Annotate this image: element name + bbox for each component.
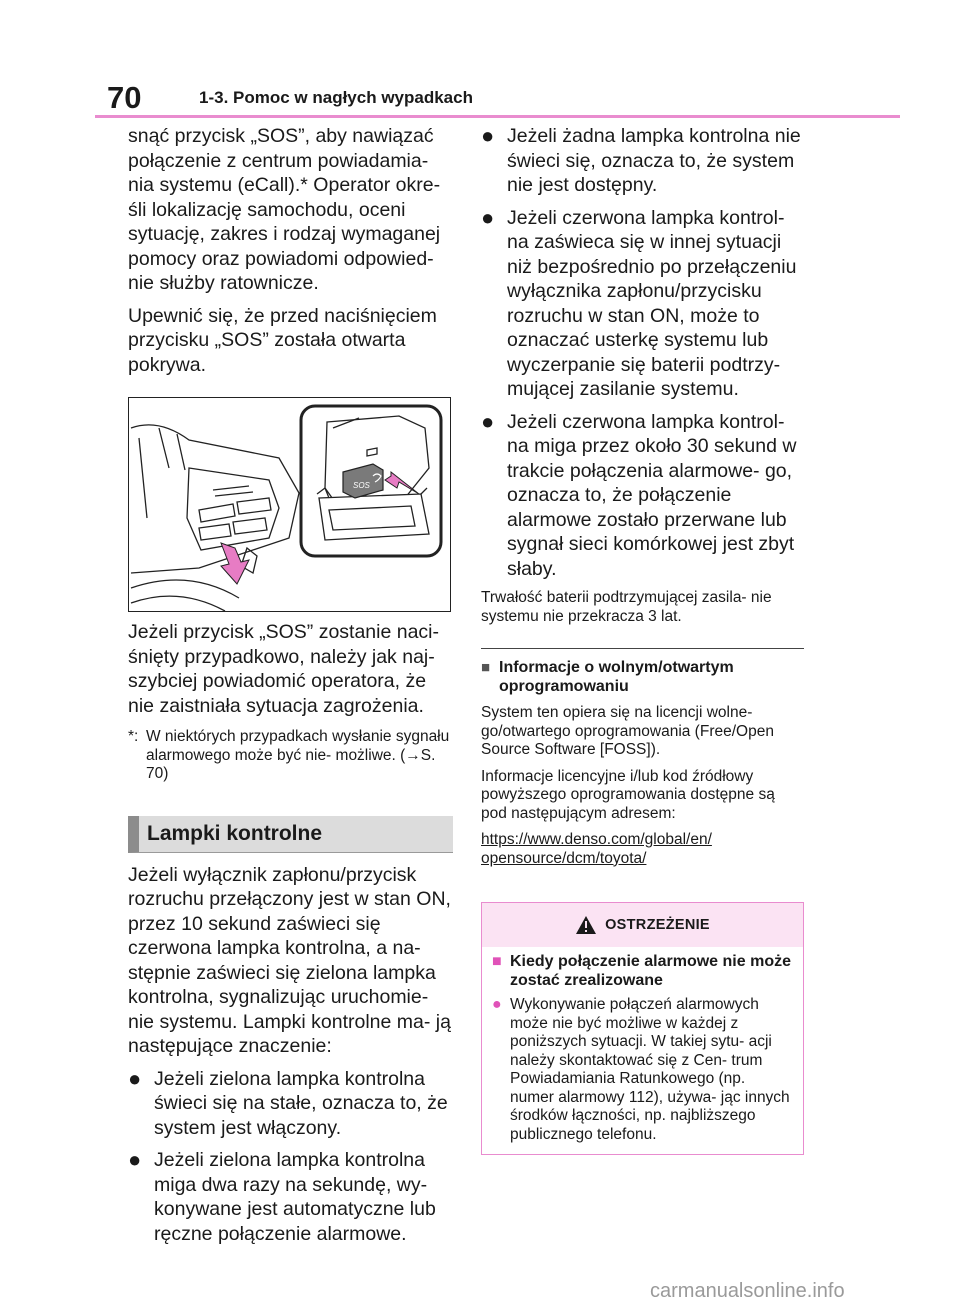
- list-item: [128, 1148, 453, 1246]
- list-item-text: Jeżeli żadna lampka kontrolna nie świeci się, oznacza to, że system nie jest dostępny.: [507, 125, 801, 196]
- list-item: [481, 124, 804, 198]
- bullet-dot-icon: ●: [481, 204, 495, 230]
- warning-triangle-icon: [575, 915, 597, 935]
- section-title: 1-3. Pomoc w nagłych wypadkach: [199, 88, 473, 107]
- foss-heading: [481, 659, 804, 696]
- list-item: [481, 410, 804, 582]
- overhead-console-drawing: [129, 398, 450, 611]
- press-arrow-icon: [221, 543, 249, 584]
- list-item-text: Jeżeli czerwona lampka kontrol- na miga przez około 30 sekund w trakcie połączenia alarmowe- go, oznacza to, że połączenie alarmowe zostało przerwane lub sygnał sieci komórkowej jest zbyt słaby.: [507, 410, 797, 580]
- right-column: [481, 124, 804, 1155]
- warning-header: [482, 903, 803, 947]
- list-item-text: Jeżeli zielona lampka kontrolna miga dwa razy na sekundę, wy- konywane jest automatyczne lub ręczne połączenie alarmowe.: [154, 1149, 436, 1245]
- square-bullet-icon: ■: [492, 953, 502, 970]
- paragraph-ecall: snąć przycisk „SOS”, aby nawiązać połączenie z centrum powiadamia- nia systemu (eCall).* Operator okre- śli lokalizację samochodu, oceni sytuację, zakres i rodzaj wymaganej pomocy oraz powiadomi odpowied- nie służby ratownicze.: [128, 125, 441, 294]
- list-item-text: Jeżeli czerwona lampka kontrol- na zaświeca się w innej sytuacji niż bezpośrednio po przełączeniu wyłącznika zapłonu/przycisku rozruchu w stan ON, może to oznaczać usterkę systemu lub wyczerpanie się baterii podtrzy- mującej zasilanie systemu.: [507, 206, 797, 400]
- foss-heading-text: Informacje o wolnym/otwartym oprogramowaniu: [499, 659, 734, 695]
- paragraph-accidental-press: Jeżeli przycisk „SOS” zostanie naci- śnięty przypadkowo, należy jak naj- szybciej powiadomić operatora, że nie zaistniała sytuacja zagrożenia.: [128, 621, 440, 717]
- warning-subheading-text: Kiedy połączenie alarmowe nie może zostać zrealizowane: [510, 953, 791, 989]
- sos-button-illustration: [128, 397, 451, 612]
- paragraph-open-cover: Upewnić się, że przed naciśnięciem przycisku „SOS” została otwarta pokrywa.: [128, 304, 437, 376]
- list-item-text: Jeżeli zielona lampka kontrolna świeci się na stałe, oznacza to, że system jest włączony.: [154, 1067, 448, 1139]
- footnote: [128, 728, 453, 784]
- battery-note: Trwałość baterii podtrzymującej zasila- nie systemu nie przekracza 3 lat.: [481, 589, 772, 625]
- foss-paragraph-1: System ten opiera się na licencji wolne- go/otwartego oprogramowania (Free/Open Source Software [FOSS]).: [481, 704, 774, 758]
- bullet-dot-icon: ●: [128, 1065, 142, 1091]
- paragraph-indicators: Jeżeli wyłącznik zapłonu/przycisk rozruchu przełączony jest w stan ON, przez 10 sekund zaświeci się czerwona lampka kontrolna, a na- stępnie zaświeci się zielona lampka kontrolna, sygnalizując uruchomie- nie systemu. Lampki kontrolne ma- ją następujące znaczenie:: [128, 863, 451, 1057]
- list-item: [481, 206, 804, 402]
- section-banner: [128, 816, 453, 853]
- header-rule: [95, 115, 900, 118]
- footnote-mark: *:: [128, 728, 139, 745]
- page-header: [95, 78, 900, 118]
- page-number: 70: [107, 80, 142, 115]
- warning-item: [492, 996, 791, 1144]
- bullet-dot-icon: ●: [481, 123, 495, 148]
- divider: [481, 648, 804, 649]
- footnote-text: W niektórych przypadkach wysłanie sygnału alarmowego może być nie- możliwe. (→S. 70): [146, 728, 450, 782]
- foss-link[interactable]: https://www.denso.com/global/en/ opensource/dcm/toyota/: [481, 831, 712, 867]
- watermark: carmanualsonline.info: [650, 1280, 845, 1302]
- left-column: [128, 124, 453, 1246]
- warning-subheading: [492, 953, 791, 990]
- warning-body: [482, 947, 803, 1154]
- square-bullet-icon: ■: [481, 659, 491, 676]
- bullet-dot-icon: ●: [128, 1147, 142, 1172]
- warning-item-text: Wykonywanie połączeń alarmowych może nie być możliwe w każdej z poniższych sytuacji. W takiej sytu- acji należy skontaktować się z Cen- trum Powiadamiania Ratunkowego (np. numer alarmowy 112), używa- jąc innych środków łączności, np. najbliższego publicznego telefonu.: [510, 996, 790, 1143]
- warning-box: [481, 902, 804, 1155]
- sos-label: SOS: [353, 481, 370, 490]
- bullet-dot-icon: ●: [481, 408, 495, 434]
- list-item: [128, 1067, 453, 1141]
- foss-paragraph-2: Informacje licencyjne i/lub kod źródłowy powyższego oprogramowania dostępne są pod następującym adresem:: [481, 767, 775, 822]
- warning-title: OSTRZEŻENIE: [605, 917, 710, 933]
- bullet-dot-icon: ●: [492, 996, 502, 1013]
- banner-title: Lampki kontrolne: [147, 821, 323, 845]
